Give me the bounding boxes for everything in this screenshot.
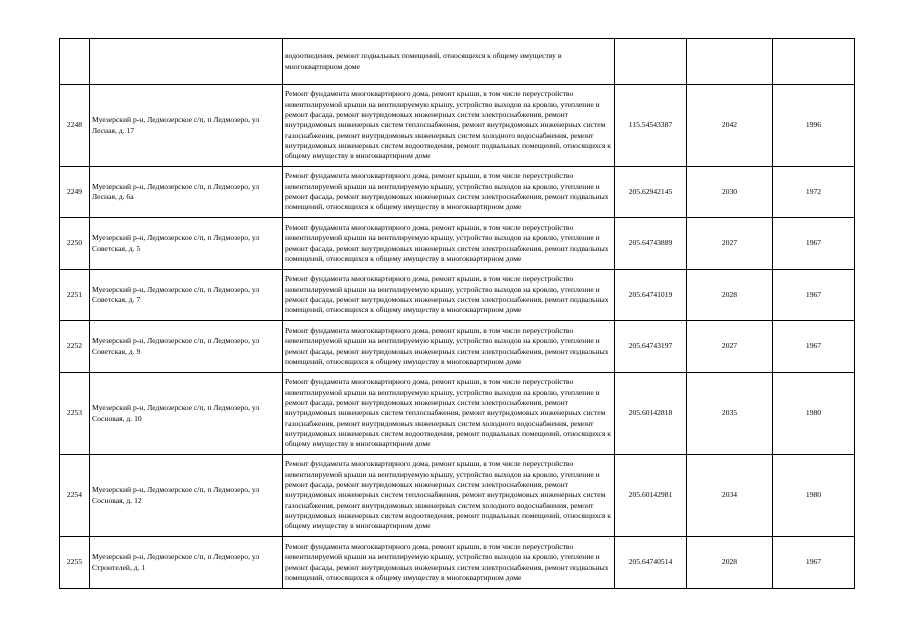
table-row: [60, 321, 855, 373]
table-row: [60, 373, 855, 455]
row-number: 2253: [60, 373, 90, 455]
address-cell: Муезерский р-н, Ледмозерское с/п, п Ледмозеро, ул Советская, д. 9: [90, 321, 283, 373]
address-cell: [90, 39, 283, 85]
address-cell: Муезерский р-н, Ледмозерское с/п, п Ледмозеро, ул Советская, д. 5: [90, 218, 283, 270]
row-number: 2249: [60, 167, 90, 218]
planned-year-cell: 2027: [687, 321, 773, 373]
cost-cell: 205.64740514: [615, 537, 687, 589]
table-row: [60, 270, 855, 321]
table-row: [60, 455, 855, 537]
table-row: [60, 39, 855, 85]
planned-year-cell: [687, 39, 773, 85]
works-cell: Ремонт фундамента многоквартирного дома, ремонт крыши, в том числе переустройство невентилируемой крыши на вентилируемую крышу, устройство выходов на кровлю, утепление и ремонт фасада, ремонт внутридомовых инженерных систем электроснабжения, ремонт подвальных помещений, относящихся к общему имуществу в многоквартирном доме: [283, 537, 615, 589]
table-row: [60, 167, 855, 218]
repair-schedule-table: [59, 38, 855, 589]
works-cell: Ремонт фундамента многоквартирного дома, ремонт крыши, в том числе переустройство невентилируемой крыши на вентилируемую крышу, устройство выходов на кровлю, утепление и ремонт фасада, ремонт внутридомовых инженерных систем электроснабжения, ремонт внутридомовых инженерных систем теплоснабжения, ремонт внутридомовых инженерных систем газоснабжения, ремонт внутридомовых инженерных систем холодного водоснабжения, ремонт внутридомовых инженерных систем водоотведения, ремонт подвальных помещений, относящихся к общему имуществу в многоквартирном доме: [283, 373, 615, 455]
planned-year-cell: 2030: [687, 167, 773, 218]
address-cell: Муезерский р-н, Ледмозерское с/п, п Ледмозеро, ул Сосновая, д. 12: [90, 455, 283, 537]
address-cell: Муезерский р-н, Ледмозерское с/п, п Ледмозеро, ул Лесная, д. 6а: [90, 167, 283, 218]
cost-cell: 205.60142981: [615, 455, 687, 537]
table-row: [60, 537, 855, 589]
cost-cell: 205.64743889: [615, 218, 687, 270]
build-year-cell: [773, 39, 855, 85]
row-number: 2252: [60, 321, 90, 373]
cost-cell: 205.60142818: [615, 373, 687, 455]
planned-year-cell: 2028: [687, 270, 773, 321]
planned-year-cell: 2028: [687, 537, 773, 589]
row-number: 2248: [60, 85, 90, 167]
cost-cell: [615, 39, 687, 85]
planned-year-cell: 2027: [687, 218, 773, 270]
works-cell: Ремонт фундамента многоквартирного дома, ремонт крыши, в том числе переустройство невентилируемой крыши на вентилируемую крышу, устройство выходов на кровлю, утепление и ремонт фасада, ремонт внутридомовых инженерных систем электроснабжения, ремонт подвальных помещений, относящихся к общему имуществу в многоквартирном доме: [283, 167, 615, 218]
build-year-cell: 1972: [773, 167, 855, 218]
build-year-cell: 1967: [773, 321, 855, 373]
row-number: 2251: [60, 270, 90, 321]
table-row: [60, 85, 855, 167]
works-cell: Ремонт фундамента многоквартирного дома, ремонт крыши, в том числе переустройство невентилируемой крыши на вентилируемую крышу, устройство выходов на кровлю, утепление и ремонт фасада, ремонт внутридомовых инженерных систем электроснабжения, ремонт внутридомовых инженерных систем теплоснабжения, ремонт внутридомовых инженерных систем газоснабжения, ремонт внутридомовых инженерных систем холодного водоснабжения, ремонт внутридомовых инженерных систем водоотведения, ремонт подвальных помещений, относящихся к общему имуществу в многоквартирном доме: [283, 85, 615, 167]
build-year-cell: 1996: [773, 85, 855, 167]
build-year-cell: 1967: [773, 537, 855, 589]
works-cell: Ремонт фундамента многоквартирного дома, ремонт крыши, в том числе переустройство невентилируемой крыши на вентилируемую крышу, устройство выходов на кровлю, утепление и ремонт фасада, ремонт внутридомовых инженерных систем электроснабжения, ремонт внутридомовых инженерных систем теплоснабжения, ремонт внутридомовых инженерных систем газоснабжения, ремонт внутридомовых инженерных систем холодного водоснабжения, ремонт внутридомовых инженерных систем водоотведения, ремонт подвальных помещений, относящихся к общему имуществу в многоквартирном доме: [283, 455, 615, 537]
planned-year-cell: 2034: [687, 455, 773, 537]
works-cell: Ремонт фундамента многоквартирного дома, ремонт крыши, в том числе переустройство невентилируемой крыши на вентилируемую крышу, устройство выходов на кровлю, утепление и ремонт фасада, ремонт внутридомовых инженерных систем электроснабжения, ремонт подвальных помещений, относящихся к общему имуществу в многоквартирном доме: [283, 218, 615, 270]
row-number: 2254: [60, 455, 90, 537]
build-year-cell: 1967: [773, 270, 855, 321]
row-number: [60, 39, 90, 85]
address-cell: Муезерский р-н, Ледмозерское с/п, п Ледмозеро, ул Советская, д. 7: [90, 270, 283, 321]
cost-cell: 205.64743197: [615, 321, 687, 373]
cost-cell: 115.54543387: [615, 85, 687, 167]
works-cell: водоотведения, ремонт подвальных помещений, относящихся к общему имуществу в многоквартирном доме: [283, 39, 615, 85]
works-cell: Ремонт фундамента многоквартирного дома, ремонт крыши, в том числе переустройство невентилируемой крыши на вентилируемую крышу, устройство выходов на кровлю, утепление и ремонт фасада, ремонт внутридомовых инженерных систем электроснабжения, ремонт подвальных помещений, относящихся к общему имуществу в многоквартирном доме: [283, 321, 615, 373]
table-row: [60, 218, 855, 270]
address-cell: Муезерский р-н, Ледмозерское с/п, п Ледмозеро, ул Сосновая, д. 10: [90, 373, 283, 455]
works-cell: Ремонт фундамента многоквартирного дома, ремонт крыши, в том числе переустройство невентилируемой крыши на вентилируемую крышу, устройство выходов на кровлю, утепление и ремонт фасада, ремонт внутридомовых инженерных систем электроснабжения, ремонт подвальных помещений, относящихся к общему имуществу в многоквартирном доме: [283, 270, 615, 321]
build-year-cell: 1967: [773, 218, 855, 270]
row-number: 2255: [60, 537, 90, 589]
address-cell: Муезерский р-н, Ледмозерское с/п, п Ледмозеро, ул Лесная, д. 17: [90, 85, 283, 167]
cost-cell: 205.64741019: [615, 270, 687, 321]
row-number: 2250: [60, 218, 90, 270]
cost-cell: 205.62942145: [615, 167, 687, 218]
build-year-cell: 1980: [773, 373, 855, 455]
planned-year-cell: 2035: [687, 373, 773, 455]
address-cell: Муезерский р-н, Ледмозерское с/п, п Ледмозеро, ул Строителей, д. 1: [90, 537, 283, 589]
build-year-cell: 1980: [773, 455, 855, 537]
planned-year-cell: 2042: [687, 85, 773, 167]
